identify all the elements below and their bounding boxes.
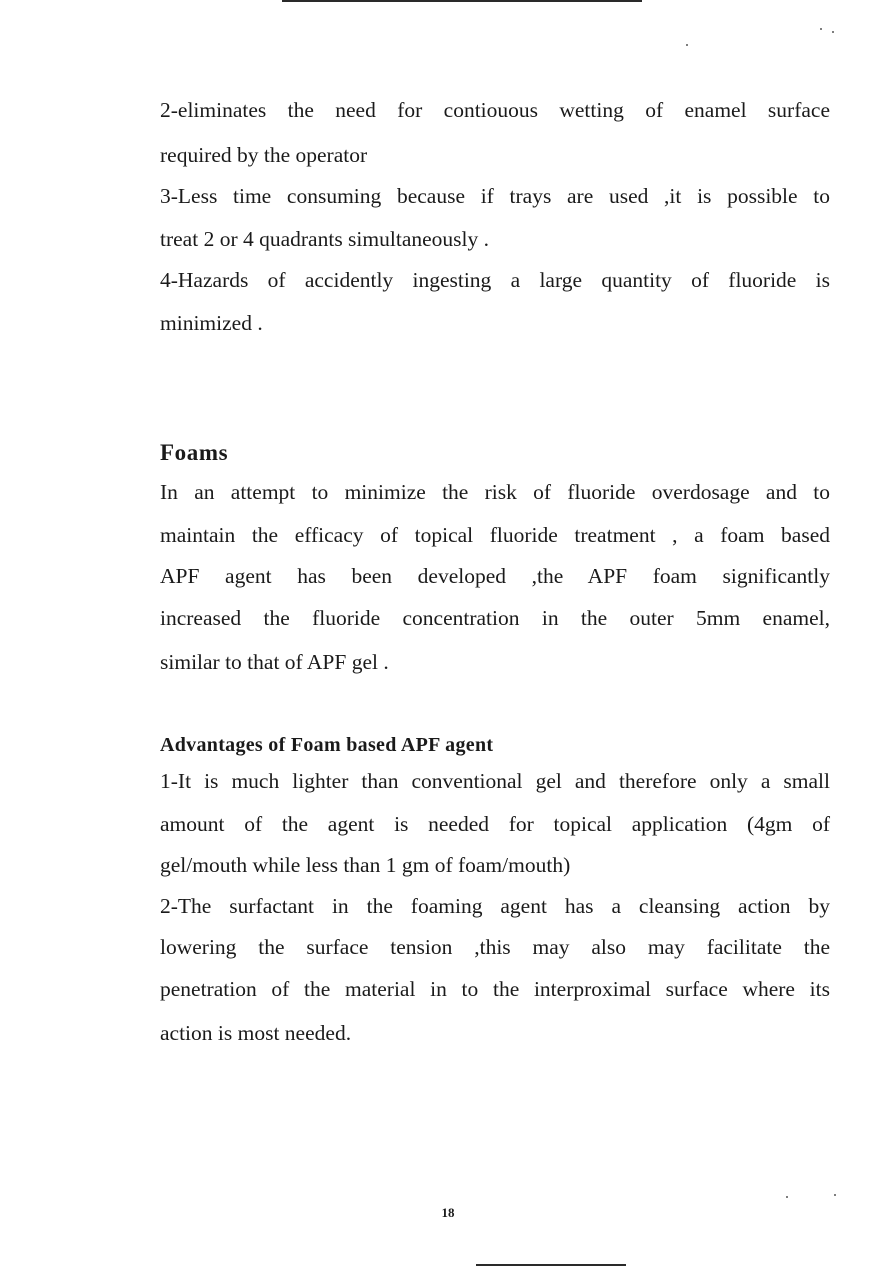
list-item: gel/mouth while less than 1 gm of foam/mouth) — [160, 853, 571, 877]
scan-speck — [786, 1196, 788, 1198]
list-item: 2-The surfactant in the foaming agent has a cleansing action by — [160, 894, 830, 918]
list-item: 2-eliminates the need for contiouous wetting of enamel surface — [160, 98, 830, 122]
section-heading-advantages: Advantages of Foam based APF agent — [160, 734, 494, 756]
list-item: action is most needed. — [160, 1021, 352, 1045]
list-item: amount of the agent is needed for topical application (4gm of — [160, 812, 830, 836]
list-item: 1-It is much lighter than conventional gel and therefore only a small — [160, 769, 830, 793]
list-item: required by the operator — [160, 143, 368, 167]
paragraph-line: similar to that of APF gel . — [160, 650, 389, 674]
top-rule — [282, 0, 642, 2]
scan-speck — [820, 28, 822, 30]
list-item: lowering the surface tension ,this may also may facilitate the — [160, 935, 830, 959]
list-item: minimized . — [160, 311, 263, 335]
paragraph-line: increased the fluoride concentration in the outer 5mm enamel, — [160, 606, 830, 630]
bottom-rule — [476, 1264, 626, 1266]
list-item: 3-Less time consuming because if trays are used ,it is possible to — [160, 184, 830, 208]
list-item: penetration of the material in to the interproximal surface where its — [160, 977, 830, 1001]
scan-speck — [834, 1194, 836, 1196]
page-number: 18 — [441, 1205, 455, 1220]
list-item: treat 2 or 4 quadrants simultaneously . — [160, 227, 489, 251]
section-heading-foams: Foams — [160, 440, 229, 465]
paragraph-line: maintain the efficacy of topical fluoride treatment , a foam based — [160, 523, 830, 547]
scan-speck — [832, 31, 834, 33]
list-item: 4-Hazards of accidently ingesting a large quantity of fluoride is — [160, 268, 830, 292]
paragraph-line: APF agent has been developed ,the APF foam significantly — [160, 564, 830, 588]
scan-speck — [686, 44, 688, 46]
paragraph-line: In an attempt to minimize the risk of fluoride overdosage and to — [160, 480, 830, 504]
